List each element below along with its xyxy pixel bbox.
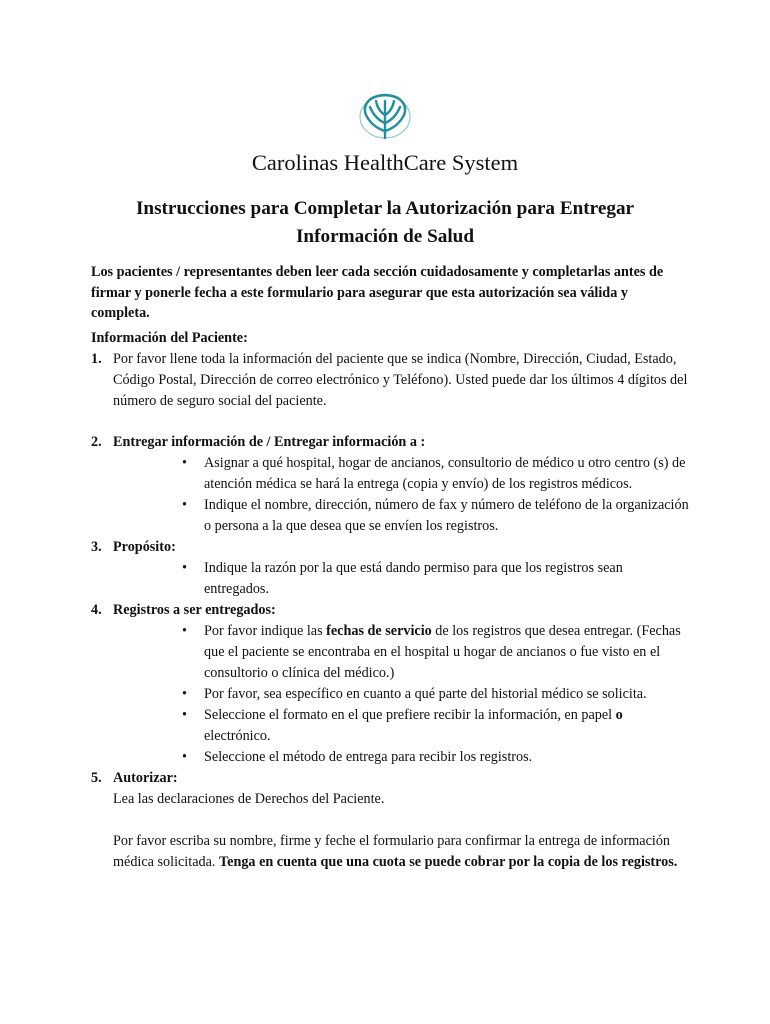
bullet-icon: •	[182, 686, 187, 702]
list-item	[182, 558, 691, 600]
bullet-icon: •	[182, 560, 187, 576]
list-item	[182, 747, 691, 768]
section-2-bullets	[91, 453, 691, 537]
title-line-2: Información de Salud	[295, 226, 475, 247]
bullet-icon: •	[182, 497, 187, 513]
section-4	[91, 600, 691, 621]
section-3-bullets	[91, 558, 691, 600]
section-1-number: 1.	[91, 351, 102, 367]
section-3-number: 3.	[91, 539, 102, 555]
org-name: Carolinas HealthCare System	[251, 150, 519, 175]
section-2	[91, 432, 691, 453]
section-2-heading: Entregar información de / Entregar información a :	[113, 434, 426, 450]
list-item	[182, 705, 691, 747]
list-item	[182, 621, 691, 684]
page-title	[90, 195, 680, 251]
title-line-1: Instrucciones para Completar la Autorización para Entregar	[135, 198, 635, 219]
bullet-icon: •	[182, 455, 187, 471]
bullet-icon: •	[182, 623, 187, 639]
bullet-text: Por favor indique las fechas de servicio de los registros que desea entregar. (Fechas que el paciente se encontraba en el hospital u hogar de ancianos o fue visto en el consultorio o clínica del médico.)	[204, 623, 681, 681]
tree-logo-icon	[358, 93, 412, 141]
section-5-heading: Autorizar:	[113, 770, 178, 786]
bullet-text: Indique el nombre, dirección, número de fax y número de teléfono de la organización o persona a la que desea que se envíen los registros.	[204, 497, 689, 534]
section-4-number: 4.	[91, 602, 102, 618]
section-3	[91, 537, 691, 558]
section-4-heading: Registros a ser entregados:	[113, 602, 276, 618]
instructions-body	[91, 328, 691, 873]
bullet-text: Indique la razón por la que está dando permiso para que los registros sean entregados.	[204, 560, 623, 597]
list-item	[182, 453, 691, 495]
bullet-icon: •	[182, 749, 187, 765]
section-5-line: Lea las declaraciones de Derechos del Paciente.	[113, 791, 385, 807]
section-1-text: Por favor llene toda la información del paciente que se indica (Nombre, Dirección, Ciudad, Estado, Código Postal, Dirección de correo electrónico y Teléfono). Usted puede dar los últimos 4 dígitos del número de seguro social del paciente.	[113, 351, 688, 409]
bullet-icon: •	[182, 707, 187, 723]
intro-paragraph: Los pacientes / representantes deben leer cada sección cuidadosamente y completarlas antes de firmar y ponerle fecha a este formulario para asegurar que esta autorización sea válida y completa.	[91, 264, 664, 321]
section-5-number: 5.	[91, 770, 102, 786]
list-item	[182, 684, 691, 705]
section-2-number: 2.	[91, 434, 102, 450]
section-5-paragraph: Por favor escriba su nombre, firme y feche el formulario para confirmar la entrega de información médica solicitada. Tenga en cuenta que una cuota se puede cobrar por la copia de los registros.	[113, 833, 678, 870]
patient-info-heading: Información del Paciente:	[91, 330, 248, 346]
section-3-heading: Propósito:	[113, 539, 176, 555]
section-1	[91, 349, 691, 412]
bullet-text: Seleccione el método de entrega para recibir los registros.	[204, 749, 533, 765]
bullet-text: Seleccione el formato en el que prefiere recibir la información, en papel o electrónico.	[204, 707, 623, 744]
bullet-text: Asignar a qué hospital, hogar de ancianos, consultorio de médico u otro centro (s) de atención médica se hará la entrega (copia y envío) de los registros médicos.	[204, 455, 686, 492]
section-4-bullets	[91, 621, 691, 768]
list-item	[182, 495, 691, 537]
section-5	[91, 768, 691, 873]
bullet-text: Por favor, sea específico en cuanto a qué parte del historial médico se solicita.	[204, 686, 647, 702]
